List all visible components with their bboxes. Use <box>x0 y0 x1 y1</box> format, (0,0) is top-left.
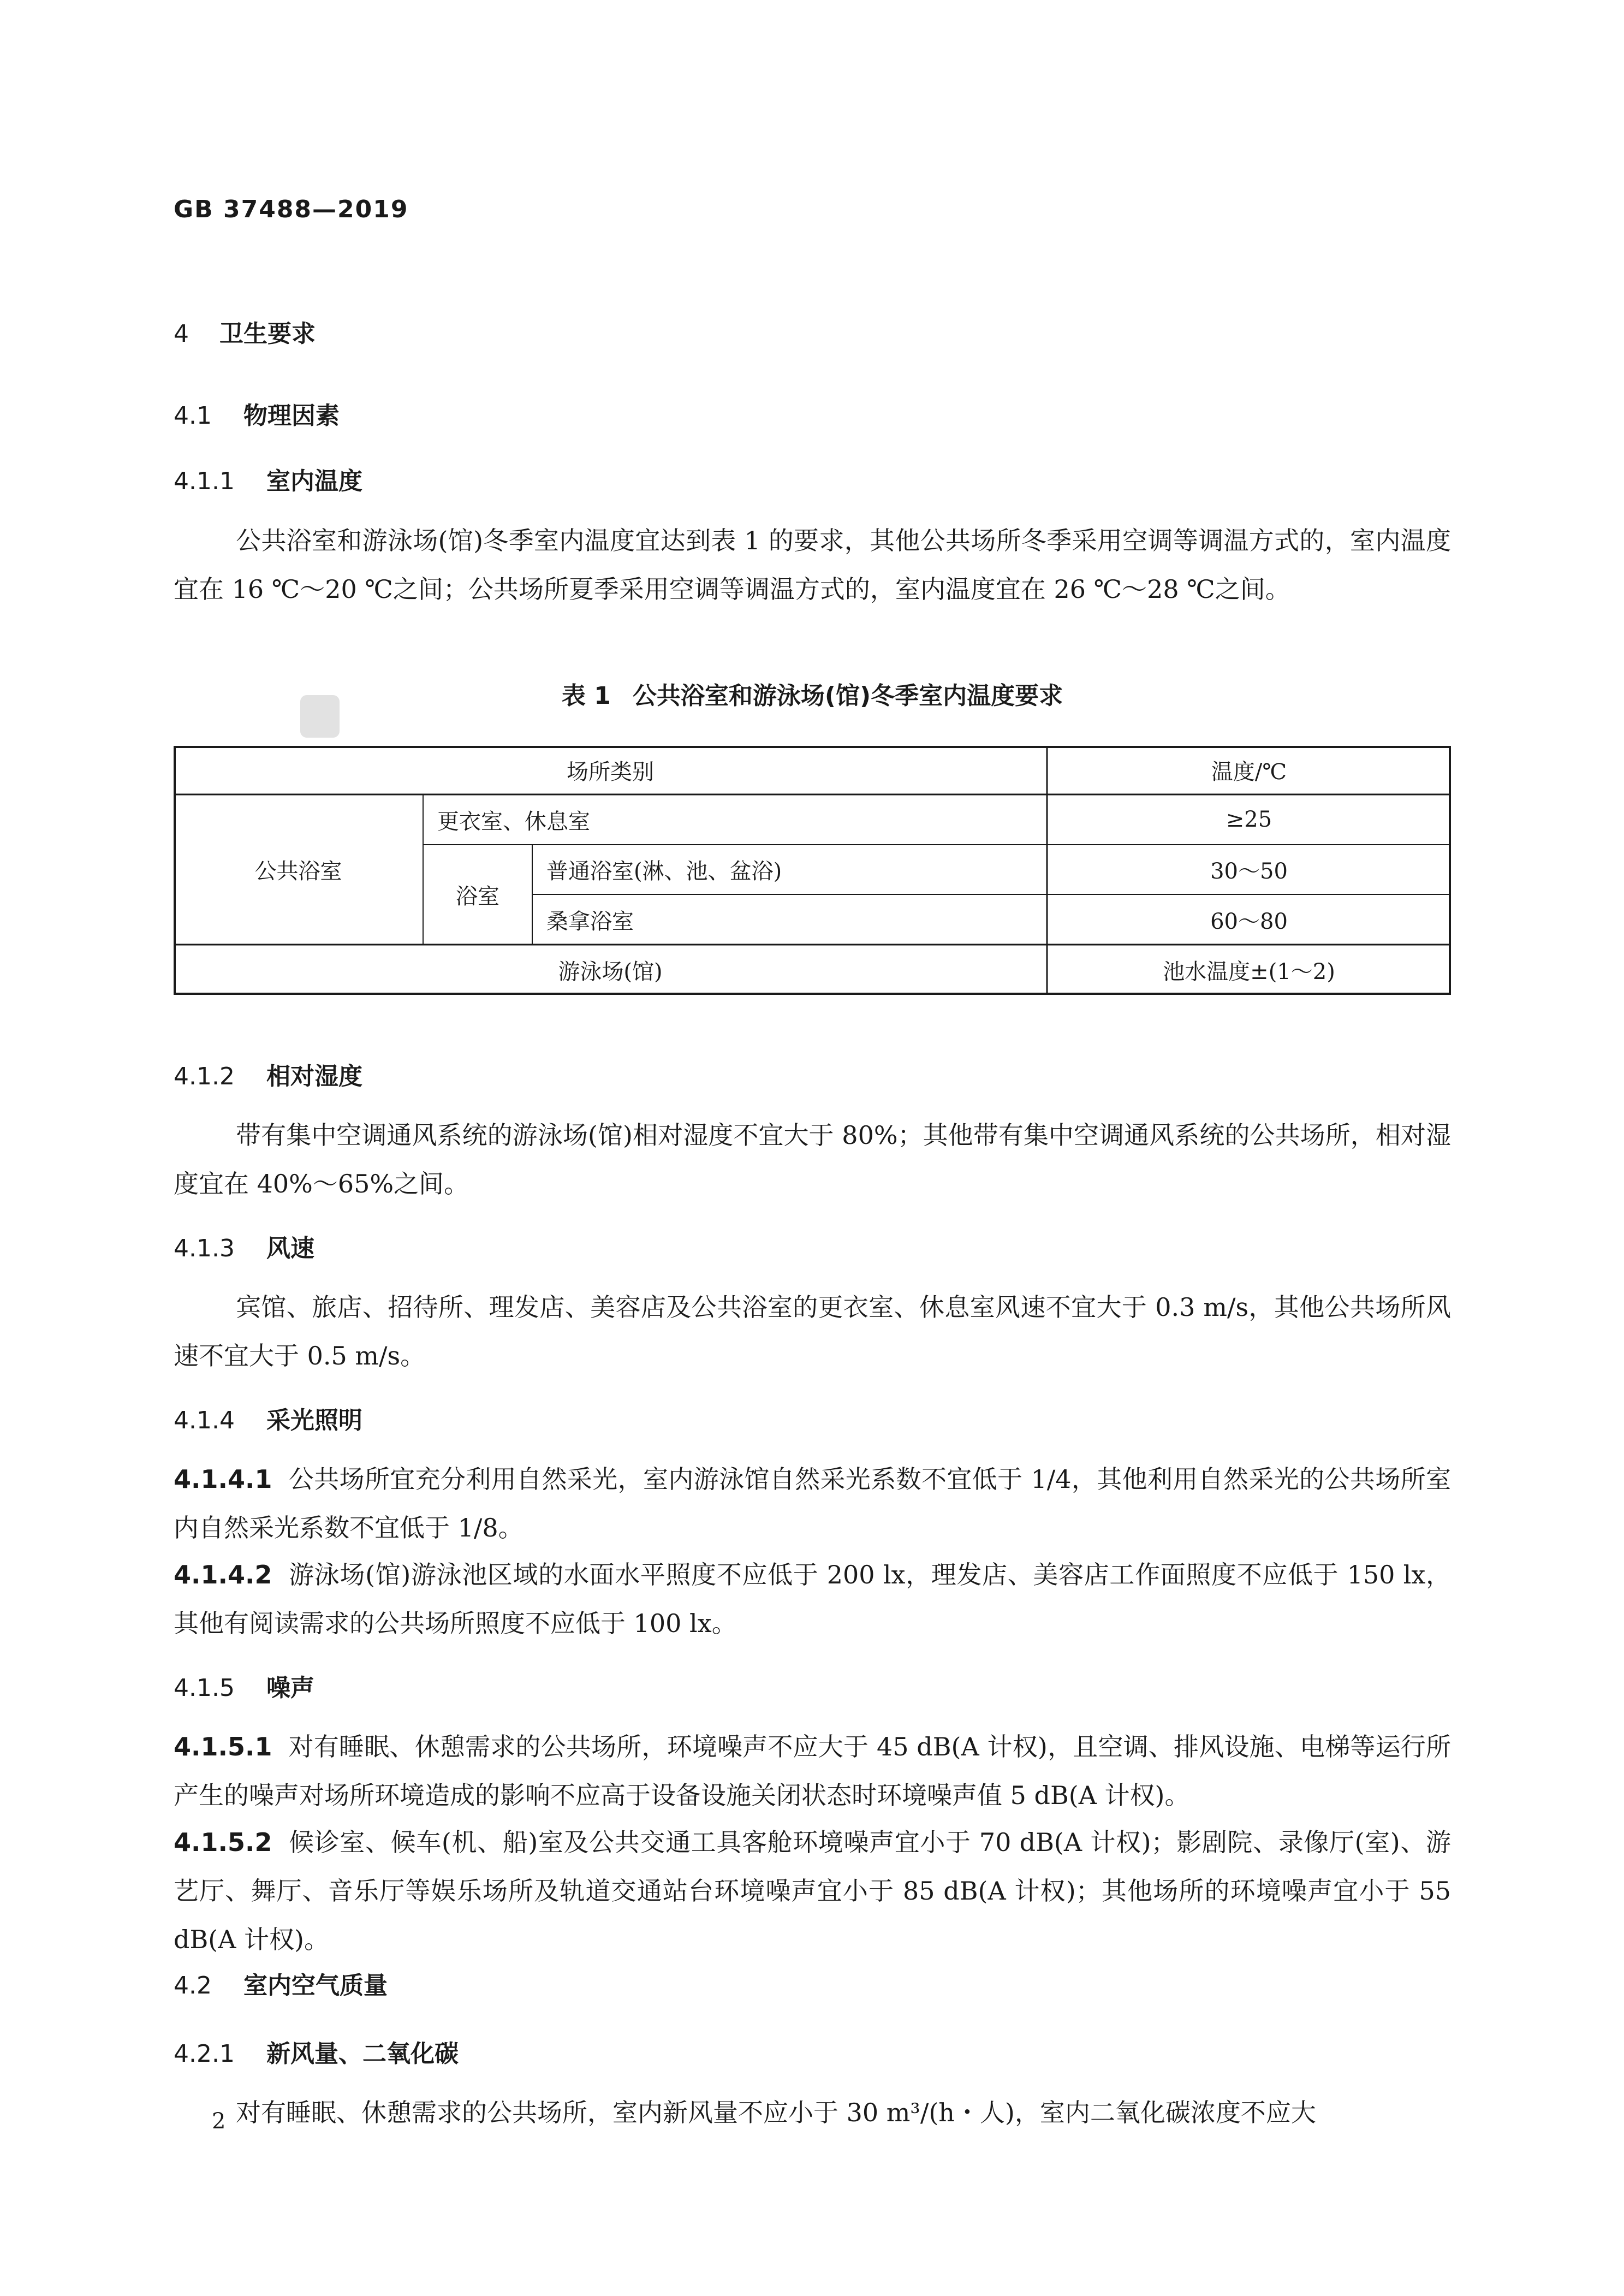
section-number: 4.2.1 <box>174 2040 235 2068</box>
paragraph-humidity: 带有集中空调通风系统的游泳场(馆)相对湿度不宜大于 80%；其他带有集中空调通风系统的公共场所，相对湿度宜在 40%～65%之间。 <box>174 1120 1451 1199</box>
temperature-table <box>174 746 1451 995</box>
clause-4-1-4-1 <box>174 1455 1451 1552</box>
clause-number: 4.1.4.1 <box>174 1464 272 1494</box>
clause-number: 4.1.5.2 <box>174 1828 272 1857</box>
section-4-1-3-heading <box>174 1229 314 1263</box>
section-4-heading <box>174 314 316 349</box>
section-4-1-4-heading <box>174 1401 362 1435</box>
clause-4-1-5-1 <box>174 1723 1451 1820</box>
section-number: 4.1.4 <box>174 1407 235 1434</box>
paragraph-indoor-temperature: 公共浴室和游泳场(馆)冬季室内温度宜达到表 1 的要求，其他公共场所冬季采用空调等调温方式的，室内温度宜在 16 ℃～20 ℃之间；公共场所夏季采用空调等调温方式的，室内温度宜在 26 ℃～28 ℃之间。 <box>174 526 1451 604</box>
section-title: 室内空气质量 <box>243 1972 388 2000</box>
section-number: 4.1.1 <box>174 467 235 495</box>
header-category: 场所类别 <box>567 760 654 785</box>
clause-text: 候诊室、候车(机、船)室及公共交通工具客舱环境噪声宜小于 70 dB(A 计权)；影剧院、录像厅(室)、游艺厅、舞厅、音乐厅等娱乐场所及轨道交通站台环境噪声宜小于 85 dB(A 计权)；其他场所的环境噪声宜小于 55 dB(A 计权)。 <box>174 1828 1451 1954</box>
group-public-bath: 公共浴室 <box>254 859 342 884</box>
section-title: 噪声 <box>266 1674 314 1702</box>
section-number: 4 <box>174 320 189 348</box>
row-swimming-pool: 游泳场(馆) <box>558 959 663 984</box>
section-4-1-heading <box>174 396 340 431</box>
section-4-1-2-heading <box>174 1057 362 1091</box>
clause-4-1-5-2 <box>174 1818 1451 1964</box>
section-title: 采光照明 <box>266 1407 362 1434</box>
section-title: 物理因素 <box>243 402 340 430</box>
table-number: 表 1 <box>561 682 611 710</box>
scan-mark <box>300 695 340 738</box>
section-4-2-1-heading <box>174 2034 459 2069</box>
clause-text: 公共场所宜充分利用自然采光，室内游泳馆自然采光系数不宜低于 1/4，其他利用自然采光的公共场所室内自然采光系数不宜低于 1/8。 <box>174 1464 1451 1542</box>
section-title: 风速 <box>266 1235 314 1262</box>
section-title: 相对湿度 <box>266 1063 362 1090</box>
clause-number: 4.1.5.1 <box>174 1732 272 1761</box>
section-4-2-heading <box>174 1966 388 2001</box>
page-number: 2 <box>212 2109 226 2134</box>
clause-number: 4.1.4.2 <box>174 1560 272 1589</box>
clause-text: 对有睡眠、休憩需求的公共场所，环境噪声不应大于 45 dB(A 计权)，且空调、排风设施、电梯等运行所产生的噪声对场所环境造成的影响不应高于设备设施关闭状态时环境噪声值 5 dB(A 计权)。 <box>174 1732 1451 1810</box>
clause-text: 游泳场(馆)游泳池区域的水面水平照度不应低于 200 lx，理发店、美容店工作面照度不应低于 150 lx，其他有阅读需求的公共场所照度不应低于 100 lx。 <box>174 1560 1451 1638</box>
value-locker-room: ≥25 <box>1226 807 1272 832</box>
section-title: 室内温度 <box>266 467 362 495</box>
section-number: 4.1.5 <box>174 1674 235 1702</box>
section-title: 卫生要求 <box>219 320 316 348</box>
row-sauna: 桑拿浴室 <box>546 909 634 934</box>
section-title: 新风量、二氧化碳 <box>266 2040 459 2068</box>
section-number: 4.1 <box>174 402 212 430</box>
paragraph-wind-speed: 宾馆、旅店、招待所、理发店、美容店及公共浴室的更衣室、休息室风速不宜大于 0.3 m/s，其他公共场所风速不宜大于 0.5 m/s。 <box>174 1292 1451 1371</box>
paragraph-fresh-air: 对有睡眠、休憩需求的公共场所，室内新风量不应小于 30 m³/(h・人)，室内二氧化碳浓度不应大 <box>236 2098 1316 2127</box>
section-4-1-5-heading <box>174 1668 314 1703</box>
clause-4-1-4-2 <box>174 1551 1451 1648</box>
value-sauna: 60～80 <box>1210 909 1288 934</box>
section-4-1-1-heading <box>174 461 362 496</box>
value-normal-bath: 30～50 <box>1210 859 1288 884</box>
standard-code: GB 37488—2019 <box>174 195 409 223</box>
table-title: 公共浴室和游泳场(馆)冬季室内温度要求 <box>632 682 1063 710</box>
section-number: 4.1.2 <box>174 1063 235 1090</box>
row-locker-room: 更衣室、休息室 <box>437 809 590 834</box>
header-temperature: 温度/℃ <box>1211 760 1287 785</box>
value-swimming-pool: 池水温度±(1～2) <box>1163 959 1335 984</box>
group-bath-room: 浴室 <box>456 884 499 909</box>
table-caption <box>174 676 1451 711</box>
row-normal-bath: 普通浴室(淋、池、盆浴) <box>546 859 782 884</box>
section-number: 4.2 <box>174 1972 212 2000</box>
section-number: 4.1.3 <box>174 1235 235 1262</box>
